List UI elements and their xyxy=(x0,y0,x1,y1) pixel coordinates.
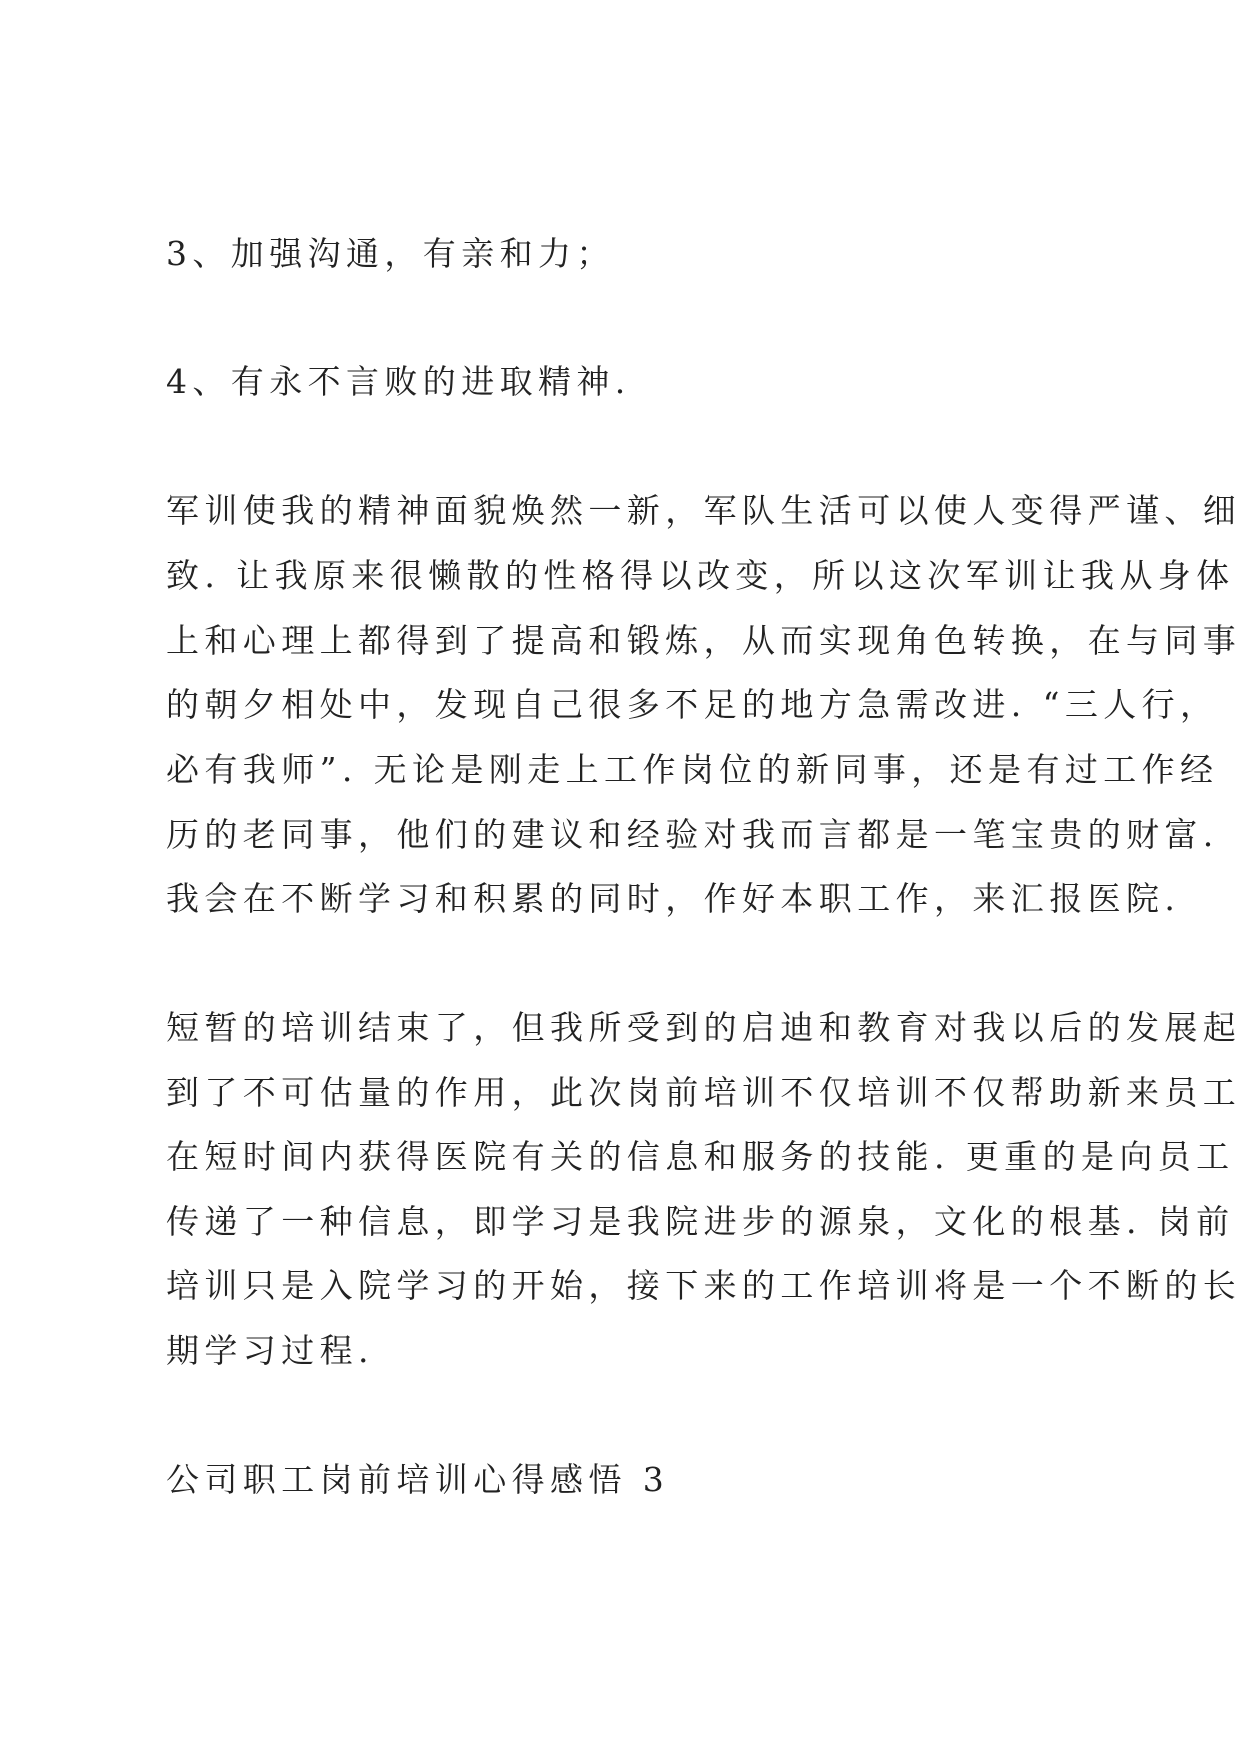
paragraph-line: 的朝夕相处中，发现自己很多不足的地方急需改进. “三人行， xyxy=(166,685,1219,724)
paragraph-line: 我会在不断学习和积累的同时，作好本职工作，来汇报医院. xyxy=(166,879,1181,918)
paragraph-line: 在短时间内获得医院有关的信息和服务的技能. 更重的是向员工 xyxy=(166,1137,1235,1176)
paragraph-line: 培训只是入院学习的开始，接下来的工作培训将是一个不断的长 xyxy=(166,1266,1241,1305)
paragraph-line: 历的老同事，他们的建议和经验对我而言都是一笔宝贵的财富. xyxy=(166,815,1219,854)
paragraph-line: 到了不可估量的作用，此次岗前培训不仅培训不仅帮助新来员工 xyxy=(166,1073,1241,1112)
paragraph-line: 期学习过程. xyxy=(166,1331,374,1370)
paragraph-line: 军训使我的精神面貌焕然一新，军队生活可以使人变得严谨、细 xyxy=(166,491,1241,530)
paragraph-line: 上和心理上都得到了提高和锻炼，从而实现角色转换，在与同事 xyxy=(166,621,1241,660)
list-item-4: 4、有永不言败的进取精神. xyxy=(166,362,631,401)
list-item-3: 3、加强沟通，有亲和力； xyxy=(166,234,615,273)
paragraph-line: 传递了一种信息，即学习是我院进步的源泉，文化的根基. 岗前 xyxy=(166,1202,1235,1241)
paragraph-line: 致. 让我原来很懒散的性格得以改变，所以这次军训让我从身体 xyxy=(166,556,1235,595)
section-heading: 公司职工岗前培训心得感悟 3 xyxy=(166,1460,670,1499)
paragraph-line: 短暂的培训结束了，但我所受到的启迪和教育对我以后的发展起 xyxy=(166,1008,1241,1047)
paragraph-line: 必有我师”. 无论是刚走上工作岗位的新同事，还是有过工作经 xyxy=(166,750,1219,789)
